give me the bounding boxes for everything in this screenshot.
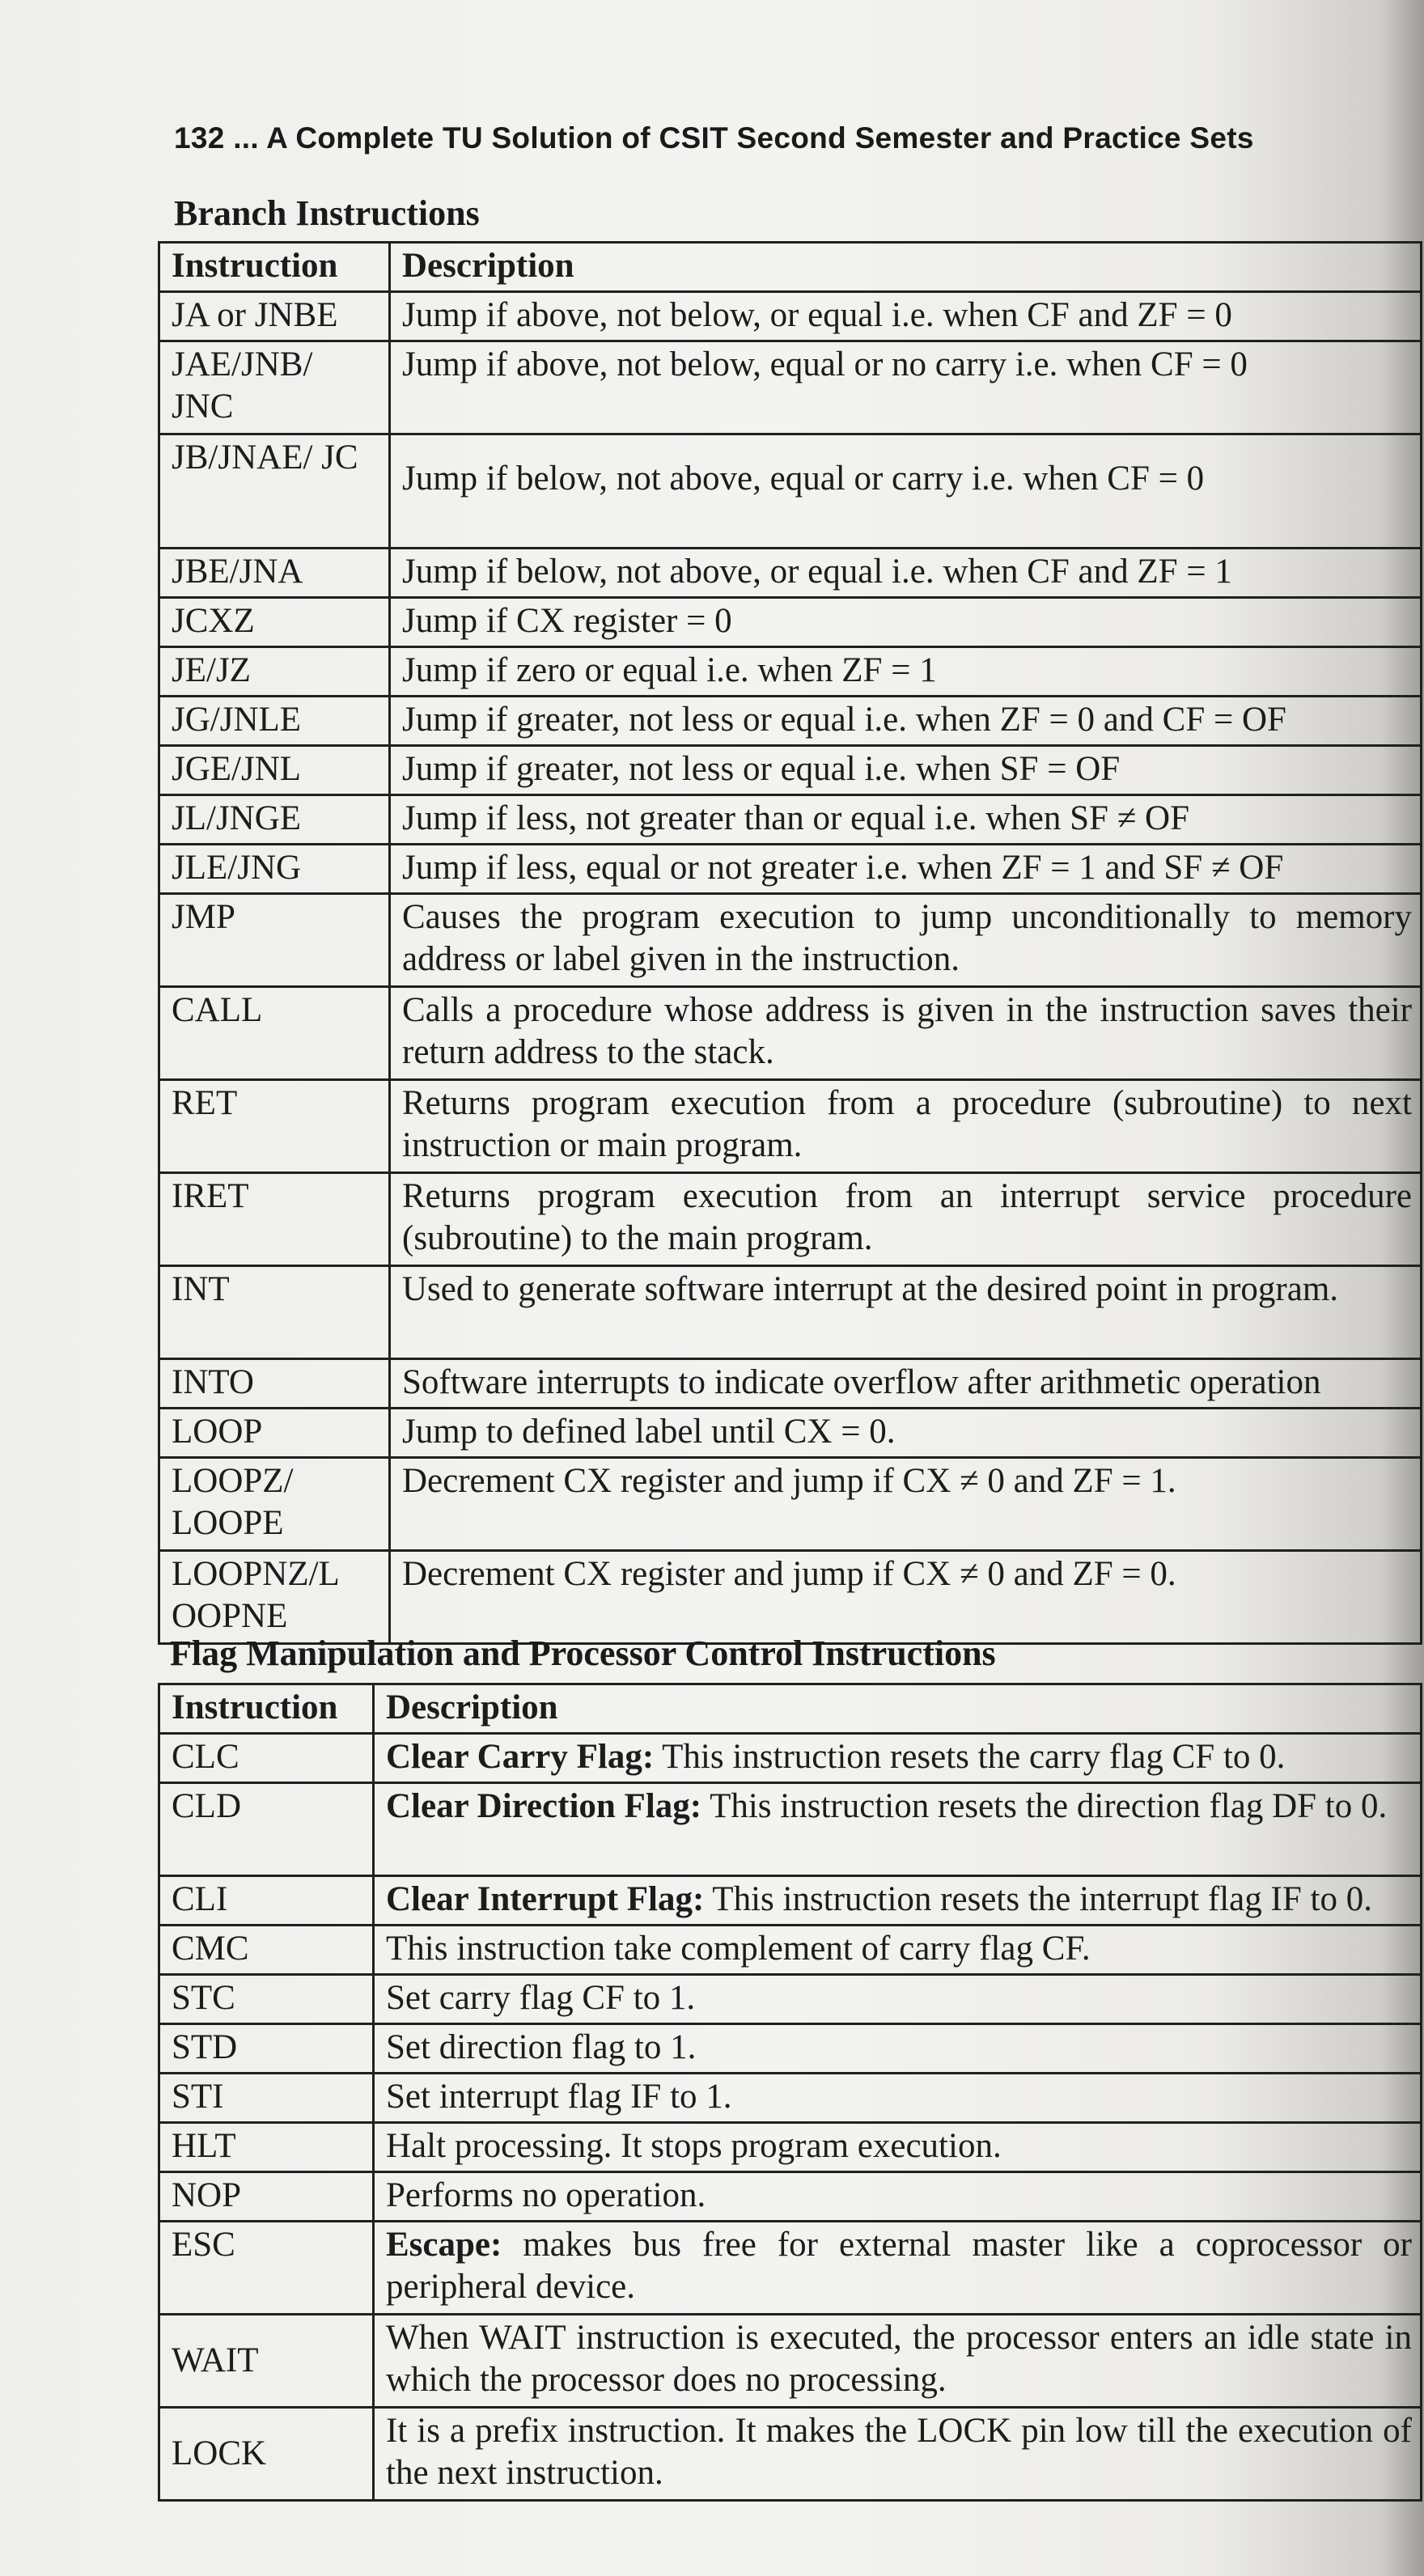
- description-cell: It is a prefix instruction. It makes the LOCK pin low till the execution of the next instruction.: [374, 2408, 1422, 2501]
- instruction-cell: JBE/JNA: [159, 549, 390, 598]
- instruction-cell: STC: [159, 1975, 374, 2024]
- description-cell: [374, 1876, 1422, 1926]
- instruction-cell: JCXZ: [159, 598, 390, 647]
- description-cell: Decrement CX register and jump if CX ≠ 0 and ZF = 1.: [390, 1458, 1422, 1551]
- instruction-cell: INT: [159, 1266, 390, 1359]
- instruction-cell: CLD: [159, 1783, 374, 1876]
- instruction-cell: LOOP: [159, 1409, 390, 1458]
- table-row: [159, 2123, 1422, 2172]
- description-cell: Jump if above, not below, equal or no carry i.e. when CF = 0: [390, 341, 1422, 434]
- table-row: [159, 2408, 1422, 2501]
- description-text: This instruction resets the direction flag DF to 0.: [710, 1787, 1388, 1825]
- description-cell: Jump if less, equal or not greater i.e. when ZF = 1 and SF ≠ OF: [390, 845, 1422, 894]
- instruction-cell: CLC: [159, 1734, 374, 1783]
- table-row: [159, 2024, 1422, 2074]
- table-header-row: [159, 243, 1422, 292]
- description-text: This instruction resets the carry flag CF to 0.: [662, 1738, 1286, 1776]
- instruction-cell: LOCK: [159, 2408, 374, 2501]
- table-row: [159, 598, 1422, 647]
- term-label: Clear Direction Flag:: [386, 1787, 702, 1825]
- table-row: [159, 795, 1422, 845]
- table-row: [159, 1173, 1422, 1266]
- table-row: [159, 1876, 1422, 1926]
- table-row: [159, 894, 1422, 987]
- table-row: [159, 549, 1422, 598]
- table-row: [159, 1926, 1422, 1975]
- description-cell: This instruction take complement of carry flag CF.: [374, 1926, 1422, 1975]
- table-row: [159, 647, 1422, 697]
- instruction-cell: JGE/JNL: [159, 746, 390, 795]
- description-cell: [374, 2222, 1422, 2315]
- instruction-cell: JAE/JNB/ JNC: [159, 341, 390, 434]
- description-cell: Jump if greater, not less or equal i.e. when SF = OF: [390, 746, 1422, 795]
- instruction-cell: JMP: [159, 894, 390, 987]
- instruction-cell: IRET: [159, 1173, 390, 1266]
- description-cell: Software interrupts to indicate overflow after arithmetic operation: [390, 1359, 1422, 1409]
- description-cell: Returns program execution from an interrupt service procedure (subroutine) to the main program.: [390, 1173, 1422, 1266]
- description-text: This instruction resets the interrupt flag IF to 0.: [712, 1880, 1372, 1918]
- instruction-cell: LOOPNZ/L OOPNE: [159, 1551, 390, 1644]
- description-cell: Calls a procedure whose address is given in the instruction saves their return address to the stack.: [390, 987, 1422, 1080]
- branch-instructions-table: [158, 241, 1422, 1645]
- description-cell: Jump if zero or equal i.e. when ZF = 1: [390, 647, 1422, 697]
- instruction-cell: JL/JNGE: [159, 795, 390, 845]
- table-row: [159, 1551, 1422, 1644]
- table-row: [159, 434, 1422, 549]
- instruction-cell: CMC: [159, 1926, 374, 1975]
- table-row: [159, 341, 1422, 434]
- table-row: [159, 1734, 1422, 1783]
- table-header-row: [159, 1684, 1422, 1734]
- instruction-cell: HLT: [159, 2123, 374, 2172]
- table-row: [159, 987, 1422, 1080]
- term-label: Escape:: [386, 2226, 502, 2264]
- column-header-instruction: Instruction: [159, 243, 390, 292]
- instruction-cell: RET: [159, 1080, 390, 1173]
- table-row: [159, 746, 1422, 795]
- table-row: [159, 1359, 1422, 1409]
- instruction-cell: ESC: [159, 2222, 374, 2315]
- table-row: [159, 1409, 1422, 1458]
- instruction-cell: NOP: [159, 2172, 374, 2222]
- instruction-cell: STI: [159, 2074, 374, 2123]
- description-cell: Jump if below, not above, equal or carry i.e. when CF = 0: [390, 434, 1422, 549]
- page-header: 132 ... A Complete TU Solution of CSIT Second Semester and Practice Sets: [174, 121, 1254, 155]
- description-cell: Set direction flag to 1.: [374, 2024, 1422, 2074]
- table-row: [159, 1975, 1422, 2024]
- instruction-cell: LOOPZ/ LOOPE: [159, 1458, 390, 1551]
- description-cell: When WAIT instruction is executed, the processor enters an idle state in which the processor does no processing.: [374, 2315, 1422, 2408]
- description-cell: Jump if above, not below, or equal i.e. when CF and ZF = 0: [390, 292, 1422, 341]
- instruction-cell: JLE/JNG: [159, 845, 390, 894]
- description-cell: Set carry flag CF to 1.: [374, 1975, 1422, 2024]
- description-cell: Set interrupt flag IF to 1.: [374, 2074, 1422, 2123]
- description-cell: Jump to defined label until CX = 0.: [390, 1409, 1422, 1458]
- description-cell: Halt processing. It stops program execution.: [374, 2123, 1422, 2172]
- description-cell: Causes the program execution to jump unconditionally to memory address or label given in the instruction.: [390, 894, 1422, 987]
- instruction-cell: WAIT: [159, 2315, 374, 2408]
- column-header-description: Description: [390, 243, 1422, 292]
- description-cell: Jump if greater, not less or equal i.e. when ZF = 0 and CF = OF: [390, 697, 1422, 746]
- table-row: [159, 2315, 1422, 2408]
- description-cell: [374, 1734, 1422, 1783]
- table-row: [159, 2074, 1422, 2123]
- description-cell: Performs no operation.: [374, 2172, 1422, 2222]
- table-row: [159, 2222, 1422, 2315]
- term-label: Clear Interrupt Flag:: [386, 1880, 705, 1918]
- instruction-cell: JG/JNLE: [159, 697, 390, 746]
- description-cell: Used to generate software interrupt at the desired point in program.: [390, 1266, 1422, 1359]
- instruction-cell: CLI: [159, 1876, 374, 1926]
- table-row: [159, 1783, 1422, 1876]
- flag-instructions-table: [158, 1683, 1422, 2502]
- description-cell: Jump if CX register = 0: [390, 598, 1422, 647]
- table-row: [159, 1080, 1422, 1173]
- description-text: makes bus free for external master like a coprocessor or peripheral device.: [386, 2226, 1412, 2306]
- branch-section-title: Branch Instructions: [174, 193, 480, 233]
- table-row: [159, 1266, 1422, 1359]
- table-row: [159, 292, 1422, 341]
- description-cell: Returns program execution from a procedure (subroutine) to next instruction or main program.: [390, 1080, 1422, 1173]
- flag-section-title: Flag Manipulation and Processor Control Instructions: [170, 1633, 996, 1673]
- description-cell: Decrement CX register and jump if CX ≠ 0 and ZF = 0.: [390, 1551, 1422, 1644]
- instruction-cell: JE/JZ: [159, 647, 390, 697]
- description-cell: [374, 1783, 1422, 1876]
- term-label: Clear Carry Flag:: [386, 1738, 655, 1776]
- instruction-cell: INTO: [159, 1359, 390, 1409]
- instruction-cell: JB/JNAE/ JC: [159, 434, 390, 549]
- column-header-instruction: Instruction: [159, 1684, 374, 1734]
- table-row: [159, 1458, 1422, 1551]
- table-row: [159, 2172, 1422, 2222]
- instruction-cell: STD: [159, 2024, 374, 2074]
- column-header-description: Description: [374, 1684, 1422, 1734]
- table-row: [159, 845, 1422, 894]
- table-row: [159, 697, 1422, 746]
- instruction-cell: JA or JNBE: [159, 292, 390, 341]
- instruction-cell: CALL: [159, 987, 390, 1080]
- description-cell: Jump if less, not greater than or equal i.e. when SF ≠ OF: [390, 795, 1422, 845]
- description-cell: Jump if below, not above, or equal i.e. when CF and ZF = 1: [390, 549, 1422, 598]
